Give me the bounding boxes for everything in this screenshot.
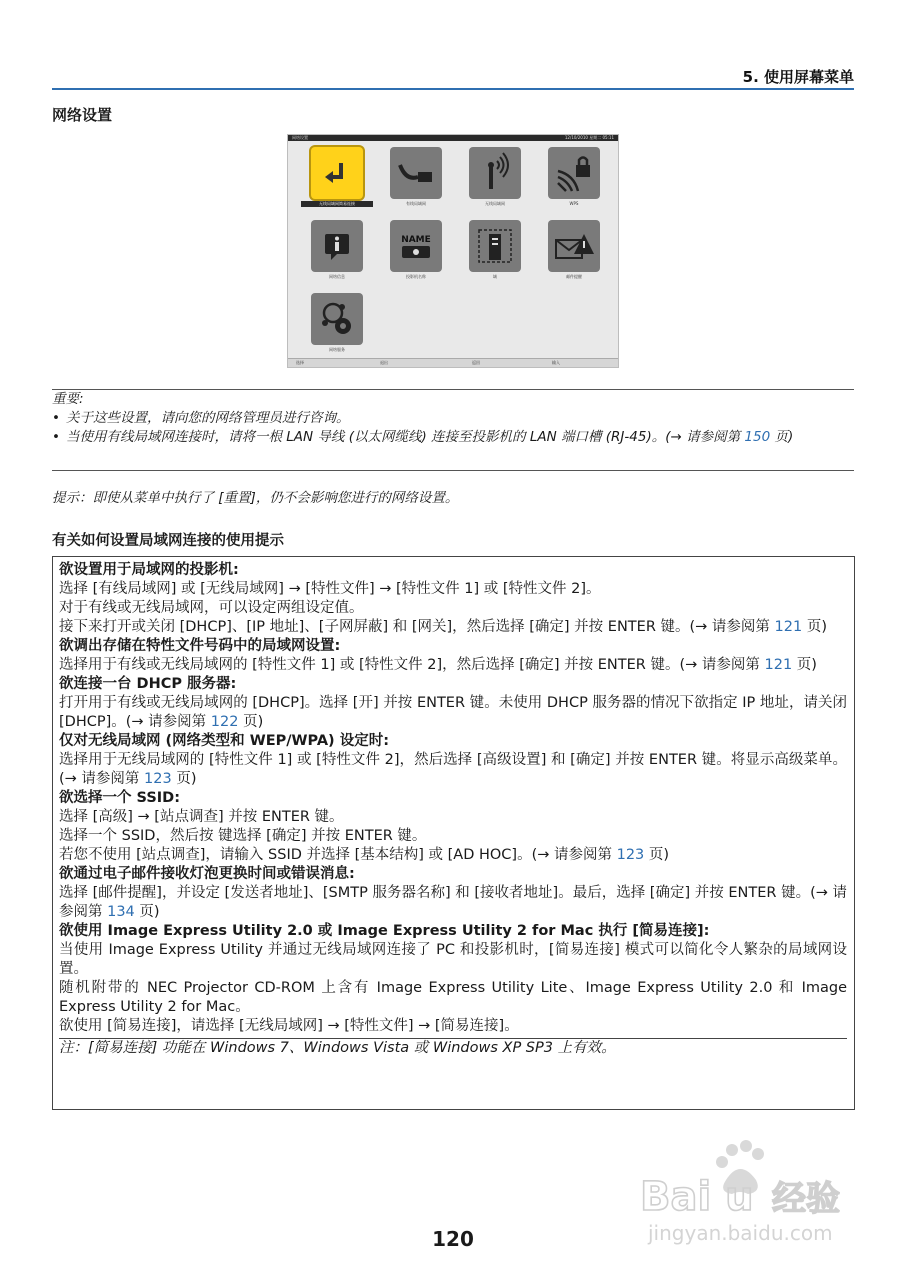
- note-text: 关于这些设置，请向您的网络管理员进行咨询。: [66, 410, 350, 426]
- tile-domain[interactable]: [469, 220, 521, 272]
- tile-wireless-lan[interactable]: [469, 147, 521, 199]
- tile-label: 投影机名称: [406, 274, 426, 279]
- tip-heading: 欲连接一台 DHCP 服务器:: [59, 676, 237, 692]
- page-link[interactable]: 134: [107, 904, 135, 920]
- tile-easy-connection[interactable]: [311, 147, 363, 199]
- tip-text: 提示：即使从菜单中执行了 [重置]，仍不会影响您进行的网络设置。: [52, 490, 459, 506]
- note-text: 页): [770, 429, 794, 445]
- tile-network-service[interactable]: [311, 293, 363, 345]
- tile-label: 域: [493, 274, 497, 279]
- menu-footer: [288, 358, 618, 367]
- tile-mail-alert[interactable]: [548, 220, 600, 272]
- mail-alert-icon: [548, 220, 600, 272]
- footer-hint: 退出: [380, 360, 388, 365]
- network-menu-screenshot: [287, 134, 619, 368]
- tip-heading: 欲选择一个 SSID:: [59, 790, 181, 806]
- tile-label: WPS: [569, 201, 579, 206]
- svg-text:NAME: NAME: [401, 235, 431, 245]
- tile-label: 无线局域网简易连接: [301, 201, 373, 207]
- tip-line: 选择用于有线或无线局域网的 [特性文件 1] 或 [特性文件 2]，然后选择 [确定] 并按 ENTER 键。(→ 请参阅第: [59, 657, 765, 673]
- tip-line: 对于有线或无线局域网，可以设定两组设定值。: [59, 600, 364, 616]
- tile-label: 无线局域网: [485, 201, 505, 206]
- chapter-title: 5. 使用屏幕菜单: [742, 68, 854, 86]
- tip-line: 选择 [高级] → [站点调查] 并按 ENTER 键。: [59, 809, 344, 825]
- tip-line: 欲使用 [简易连接]，请选择 [无线局域网] → [特性文件] → [简易连接]。: [59, 1018, 519, 1034]
- tip-line: 页): [134, 904, 160, 920]
- tile-wps[interactable]: [548, 147, 600, 199]
- tip-heading: 仅对无线局域网 (网络类型和 WEP/WPA) 设定时:: [59, 733, 390, 749]
- tip-line: 选择用于无线局域网的 [特性文件 1] 或 [特性文件 2]，然后选择 [高级设置] 和 [确定] 并按 ENTER 键。将显示高级菜单。(→ 请参阅第: [59, 752, 847, 787]
- section-title: 网络设置: [52, 106, 113, 124]
- tip-line: 选择一个 SSID，然后按 键选择 [确定] 并按 ENTER 键。: [59, 828, 427, 844]
- domain-icon: [469, 220, 521, 272]
- svg-text:经验: 经验: [772, 1179, 840, 1219]
- tip-line: 页): [171, 771, 197, 787]
- note-text: 当使用有线局域网连接时，请将一根 LAN 导线 (以太网缆线) 连接至投影机的 LAN 端口槽 (RJ-45)。(→ 请参阅第: [66, 429, 745, 445]
- tip-line: 页): [792, 657, 817, 673]
- tip-line: 选择 [邮件提醒]，并设定 [发送者地址]、[SMTP 服务器名称] 和 [接收者地址]。最后，选择 [确定] 并按 ENTER 键。(→ 请参阅第: [59, 885, 847, 920]
- tip-heading: 欲设置用于局域网的投影机:: [59, 562, 239, 578]
- wireless-antenna-icon: [469, 147, 521, 199]
- tip-line: 页): [644, 847, 670, 863]
- tips-note: 注：[简易连接] 功能在 Windows 7、Windows Vista 或 Windows XP SP3 上有效。: [59, 1038, 847, 1058]
- tips-box: [52, 556, 855, 1110]
- tips-title: 有关如何设置局域网连接的使用提示: [52, 533, 284, 549]
- footer-hint: 选择: [296, 360, 304, 365]
- menu-title: 网络设置: [292, 135, 308, 140]
- menu-title-bar: [288, 135, 618, 141]
- page-link[interactable]: 150: [744, 429, 771, 445]
- footer-hint: 输入: [552, 360, 560, 365]
- footer-hint: 返回: [472, 360, 480, 365]
- return-arrow-icon: [311, 147, 363, 199]
- tip-line: 选择 [有线局域网] 或 [无线局域网] → [特性文件] → [特性文件 1] 或 [特性文件 2]。: [59, 581, 601, 597]
- tile-wired-lan[interactable]: [390, 147, 442, 199]
- tip-line: 页): [802, 619, 827, 635]
- tip-line: 页): [238, 714, 264, 730]
- tips-content: [59, 561, 847, 1058]
- tile-label: 邮件提醒: [566, 274, 582, 279]
- important-heading: 重要:: [52, 391, 84, 407]
- tile-label: 网络信息: [329, 274, 345, 279]
- tip-heading: 欲调出存储在特性文件号码中的局域网设置:: [59, 638, 341, 654]
- page-link[interactable]: 121: [764, 657, 793, 673]
- menu-datetime: 12/10/2010 星期二 05:11: [564, 135, 614, 140]
- svg-text:Bai u: Bai u: [640, 1174, 754, 1220]
- wps-lock-icon: [548, 147, 600, 199]
- baidu-watermark-logo: [640, 1140, 870, 1250]
- tile-projector-name[interactable]: [390, 220, 442, 272]
- tile-label: 有线局域网: [406, 201, 426, 206]
- page-link[interactable]: 123: [144, 771, 172, 787]
- network-service-icon: [311, 293, 363, 345]
- tip-line: 打开用于有线或无线局域网的 [DHCP]。选择 [开] 并按 ENTER 键。未使用 DHCP 服务器的情况下欲指定 IP 地址，请关闭 [DHCP]。(→ 请参阅第: [59, 695, 847, 730]
- tip-line: 随机附带的 NEC Projector CD-ROM 上含有 Image Express Utility Lite、Image Express Utility 2.0 和 Image Express Utility 2 for Mac。: [59, 980, 847, 1015]
- tile-network-info[interactable]: [311, 220, 363, 272]
- important-note: • 当使用有线局域网连接时，请将一根 LAN 导线 (以太网缆线) 连接至投影机的 LAN 端口槽 (RJ-45)。(→ 请参阅第 150 页): [52, 429, 794, 445]
- tile-label: 网络服务: [329, 347, 345, 352]
- page-link[interactable]: 122: [210, 714, 239, 730]
- notes-bottom-rule: [52, 470, 854, 471]
- lan-cable-icon: [390, 147, 442, 199]
- page-number: 120: [432, 1227, 474, 1251]
- info-icon: [311, 220, 363, 272]
- tip-line: 若您不使用 [站点调查]，请输入 SSID 并选择 [基本结构] 或 [AD HOC]。(→ 请参阅第: [59, 847, 617, 863]
- notes-top-rule: [52, 389, 854, 390]
- name-tag-icon: [390, 220, 442, 272]
- watermark-url: jingyan.baidu.com: [648, 1221, 833, 1245]
- tip-line: 当使用 Image Express Utility 并通过无线局域网连接了 PC 和投影机时，[简易连接] 模式可以简化令人繁杂的局域网设置。: [59, 942, 847, 977]
- page-link[interactable]: 123: [616, 847, 645, 863]
- tip-heading: 欲通过电子邮件接收灯泡更换时间或错误消息:: [59, 866, 355, 882]
- page-link[interactable]: 121: [774, 619, 803, 635]
- tip-heading: 欲使用 Image Express Utility 2.0 或 Image Express Utility 2 for Mac 执行 [简易连接]:: [59, 923, 710, 939]
- header-rule: [52, 88, 854, 90]
- tip-line: 接下来打开或关闭 [DHCP]、[IP 地址]、[子网屏蔽] 和 [网关]，然后选择 [确定] 并按 ENTER 键。(→ 请参阅第: [59, 619, 775, 635]
- important-note: • 关于这些设置，请向您的网络管理员进行咨询。: [52, 409, 854, 428]
